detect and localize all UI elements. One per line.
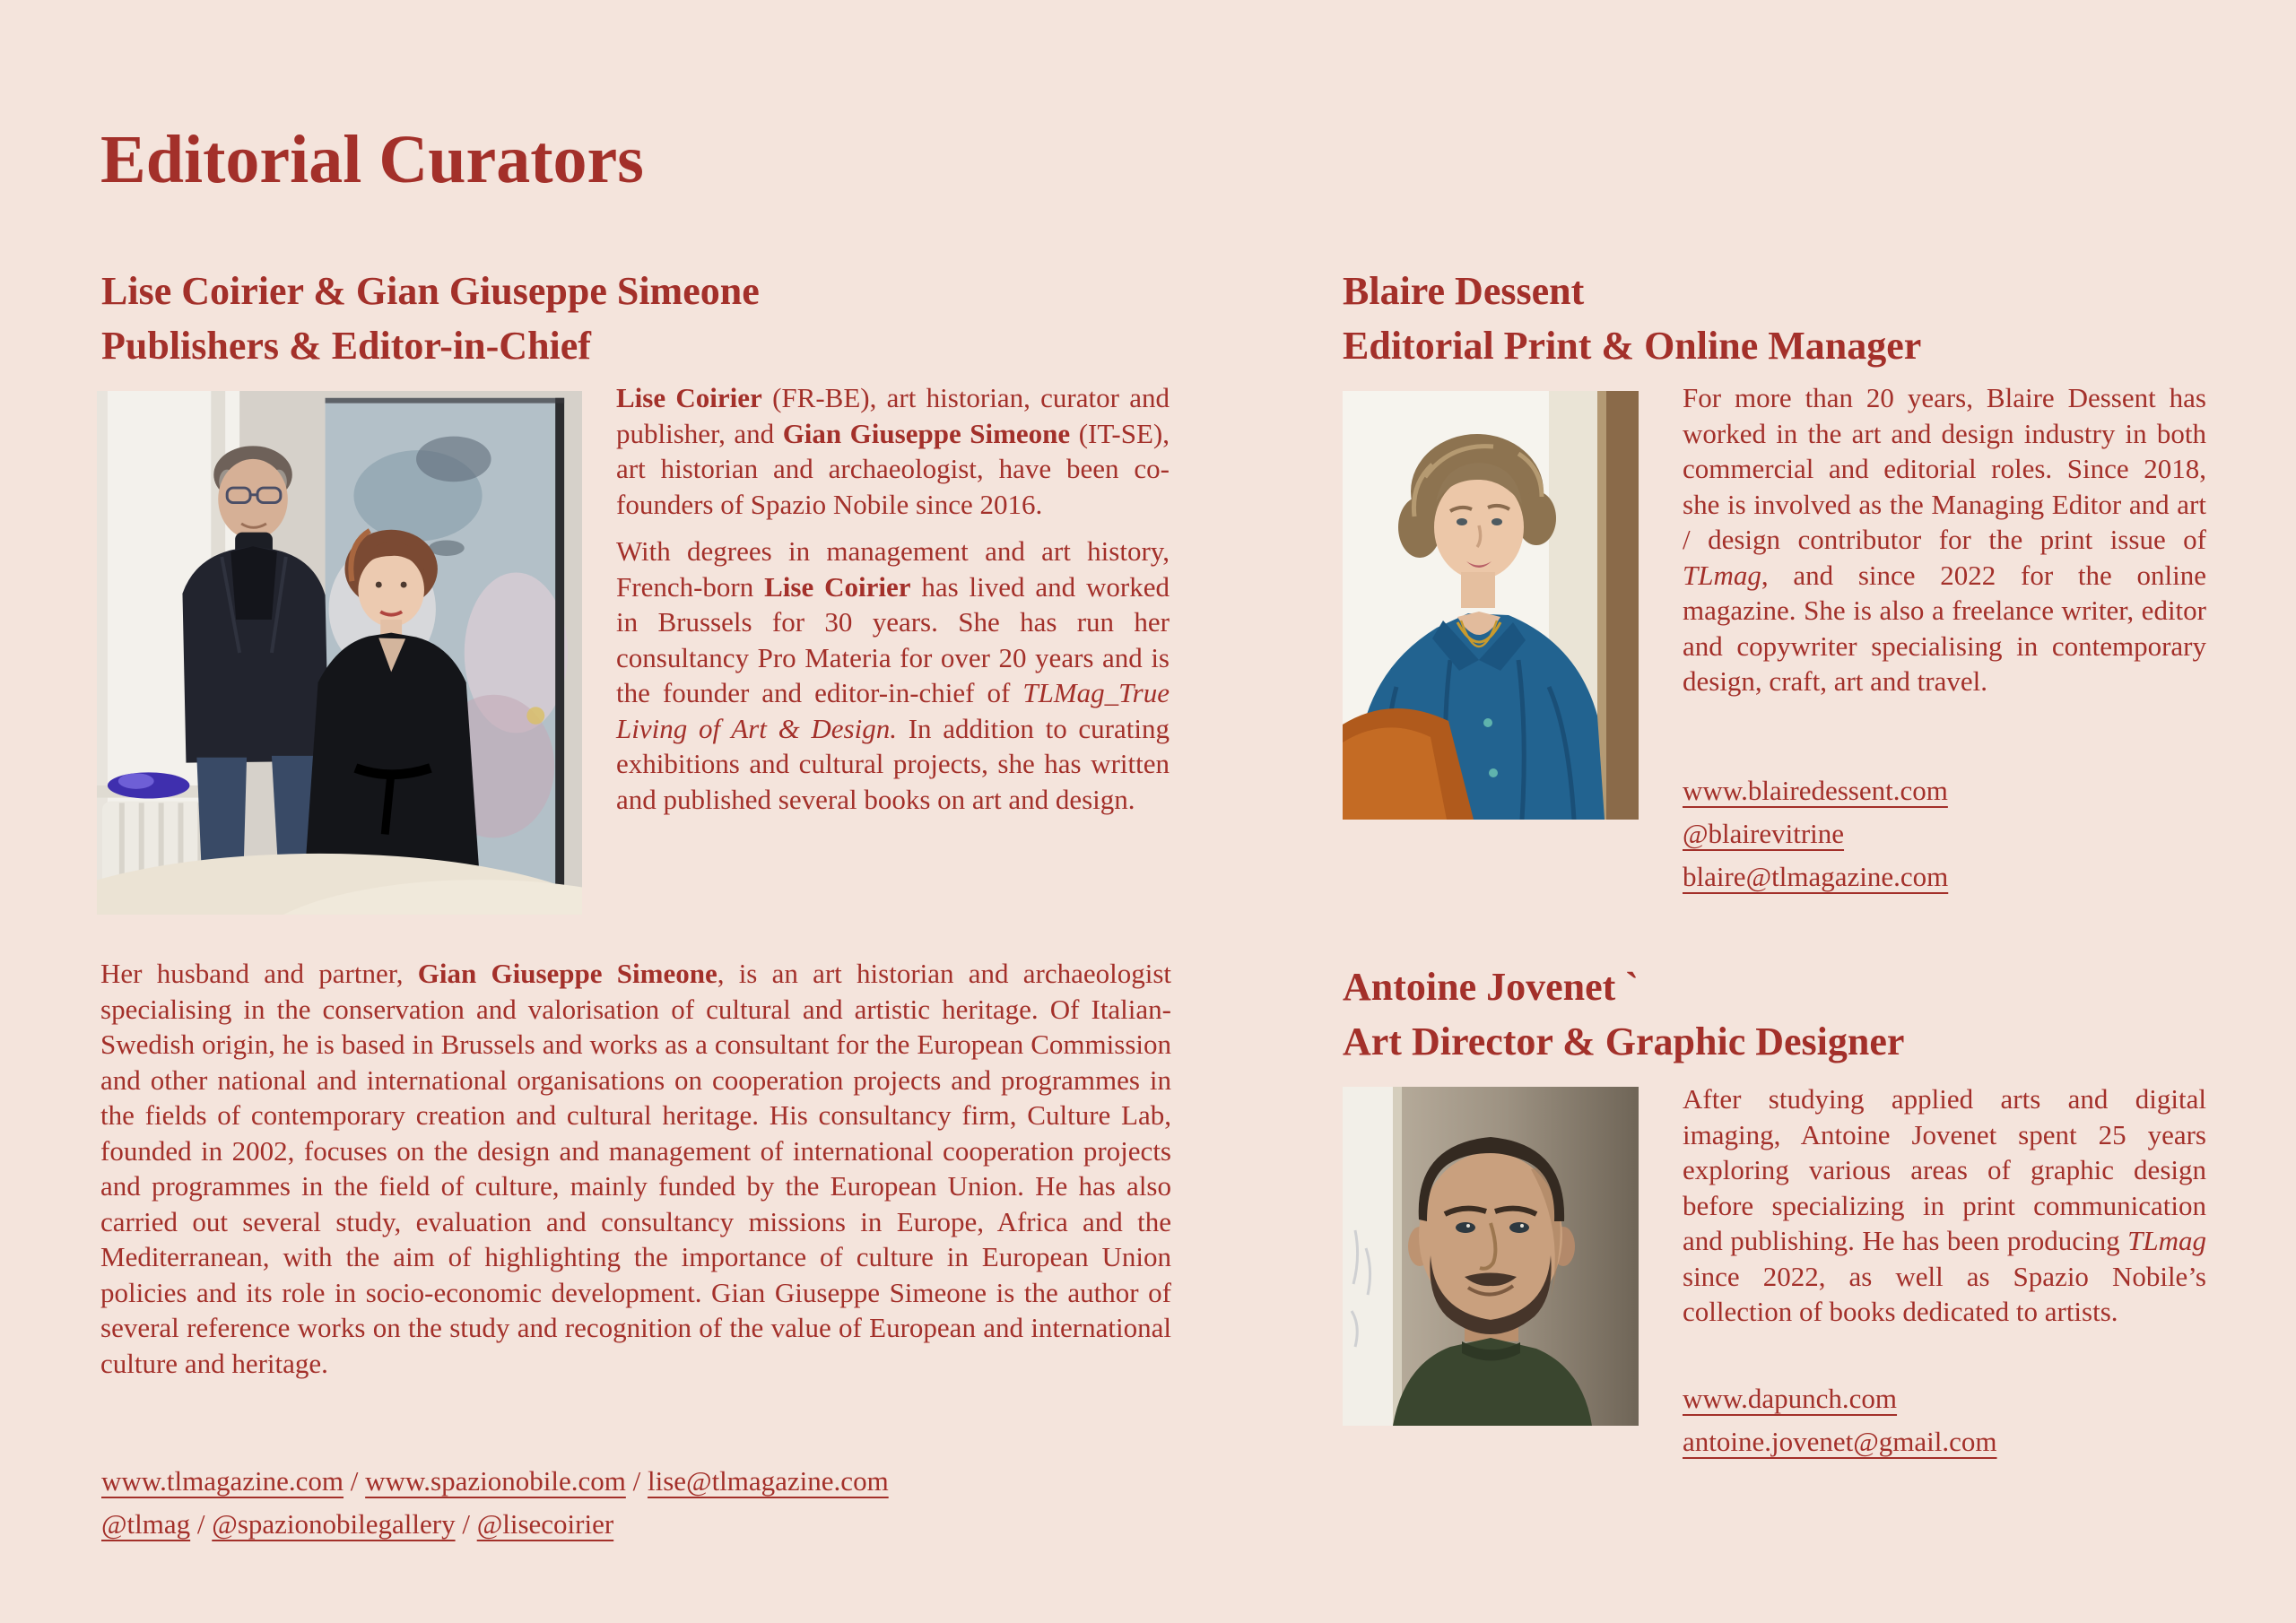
link-line bbox=[1683, 812, 2206, 855]
antoine-photo bbox=[1343, 1087, 1639, 1426]
link[interactable]: www.dapunch.com bbox=[1683, 1383, 1898, 1414]
blaire-photo-illustration bbox=[1343, 391, 1639, 820]
text-run: In addition to curating exhibitions and cultural projects, she has written and published several books on art and design. bbox=[616, 712, 1170, 815]
person-name: Lise Coirier & Gian Giuseppe Simeone bbox=[101, 269, 760, 313]
text-run: With degrees in management and art history, French-born bbox=[616, 535, 1170, 603]
blaire-bio bbox=[1683, 380, 2206, 699]
text-run: TLMag_True Living of Art & Design. bbox=[616, 677, 1170, 744]
link-line bbox=[101, 1460, 1172, 1503]
link[interactable]: antoine.jovenet@gmail.com bbox=[1683, 1426, 1997, 1457]
text-run: (IT-SE), art historian and archaeologist, have been co-founders of Spazio Nobile since 2016. bbox=[616, 417, 1170, 520]
section-header-lise-gian bbox=[101, 264, 1178, 373]
lise-gian-links bbox=[101, 1460, 1172, 1546]
text-run: TLmag bbox=[2127, 1225, 2206, 1256]
person-role: Art Director & Graphic Designer bbox=[1343, 1020, 1905, 1063]
bio-paragraph bbox=[1683, 1081, 2206, 1330]
text-run: Gian Giuseppe Simeone bbox=[782, 417, 1071, 449]
link[interactable]: @blairevitrine bbox=[1683, 818, 1845, 849]
link[interactable]: www.blairedessent.com bbox=[1683, 775, 1948, 806]
bio-paragraph bbox=[100, 956, 1171, 1381]
text-run: (FR-BE), art historian, curator and publisher, and bbox=[616, 382, 1170, 449]
link-line bbox=[1683, 1377, 2206, 1420]
link[interactable]: lise@tlmagazine.com bbox=[647, 1465, 889, 1497]
person-name: Blaire Dessent bbox=[1343, 269, 1585, 313]
person-role: Editorial Print & Online Manager bbox=[1343, 324, 1922, 368]
text-run: , is an art historian and archaeologist specialising in the conservation and valorisation of cultural and artistic heritage. Of Italian-Swedish origin, he is based in Brussels and works as a consultant for the European Commission and other national and international organisations on cooperation projects and programmes in the fields of contemporary creation and cultural heritage. His consultancy firm, Culture Lab, founded in 2002, focuses on the design and management of international cooperation projects and programmes in the field of culture, mainly funded by the European Union. He has also carried out several study, evaluation and consultancy missions in Europe, Africa and the Mediterranean, with the aim of highlighting the importance of culture in European Union policies and its role in socio-economic development. Gian Giuseppe Simeone is the author of several reference works on the study and recognition of the value of European and international culture and heritage. bbox=[100, 958, 1172, 1379]
text-run: , and since 2022 for the online magazine. She is also a freelance writer, editor and copywriter specialising in contemporary design, craft, art and travel. bbox=[1683, 559, 2206, 697]
lise-gian-photo bbox=[97, 391, 582, 915]
link-separator: / bbox=[190, 1508, 213, 1540]
antoine-photo-illustration bbox=[1343, 1087, 1639, 1426]
link[interactable]: www.tlmagazine.com bbox=[101, 1465, 344, 1497]
antoine-links bbox=[1683, 1377, 2206, 1463]
section-header-blaire bbox=[1343, 264, 2222, 373]
link-line bbox=[1683, 1420, 2206, 1463]
link[interactable]: @spazionobilegallery bbox=[212, 1508, 456, 1540]
lise-gian-photo-illustration bbox=[97, 391, 582, 915]
link[interactable]: www.spazionobile.com bbox=[365, 1465, 626, 1497]
link[interactable]: blaire@tlmagazine.com bbox=[1683, 861, 1949, 892]
person-name: Antoine Jovenet ` bbox=[1343, 965, 1639, 1009]
text-run: Her husband and partner, bbox=[100, 958, 418, 989]
link-line bbox=[1683, 769, 2206, 812]
link-separator: / bbox=[625, 1465, 648, 1497]
text-run: Lise Coirier bbox=[616, 382, 762, 413]
antoine-bio bbox=[1683, 1081, 2206, 1330]
blaire-photo bbox=[1343, 391, 1639, 820]
bio-paragraph bbox=[1683, 380, 2206, 699]
text-run: For more than 20 years, Blaire Dessent has worked in the art and design industry in both commercial and editorial roles. Since 2018, she is involved as the Managing Editor and art / design contributor for the print issue of bbox=[1683, 382, 2206, 555]
lise-gian-bio bbox=[616, 380, 1170, 817]
link[interactable]: @lisecoirier bbox=[476, 1508, 614, 1540]
link-separator: / bbox=[455, 1508, 477, 1540]
bio-paragraph bbox=[616, 380, 1170, 522]
page-title: Editorial Curators bbox=[100, 121, 644, 197]
gian-bio-full-width bbox=[100, 956, 1171, 1381]
person-role: Publishers & Editor-in-Chief bbox=[101, 324, 591, 368]
bio-paragraph bbox=[616, 534, 1170, 817]
link[interactable]: @tlmag bbox=[101, 1508, 191, 1540]
blaire-links bbox=[1683, 769, 2206, 898]
section-header-antoine bbox=[1343, 959, 2222, 1069]
text-run: has lived and worked in Brussels for 30 years. She has run her consultancy Pro Materia for over 20 years and is the founder and editor-in-chief of bbox=[616, 570, 1170, 708]
link-line bbox=[101, 1503, 1172, 1546]
text-run: Gian Giuseppe Simeone bbox=[417, 958, 718, 989]
link-line bbox=[1683, 855, 2206, 898]
link-separator: / bbox=[344, 1465, 366, 1497]
text-run: since 2022, as well as Spazio Nobile’s collection of books dedicated to artists. bbox=[1683, 1260, 2206, 1327]
text-run: TLmag bbox=[1683, 559, 1761, 591]
text-run: Lise Coirier bbox=[764, 570, 911, 603]
text-run: After studying applied arts and digital imaging, Antoine Jovenet spent 25 years exploring various areas of graphic design before specializing in print communication and publishing. He has been producing bbox=[1683, 1083, 2206, 1256]
